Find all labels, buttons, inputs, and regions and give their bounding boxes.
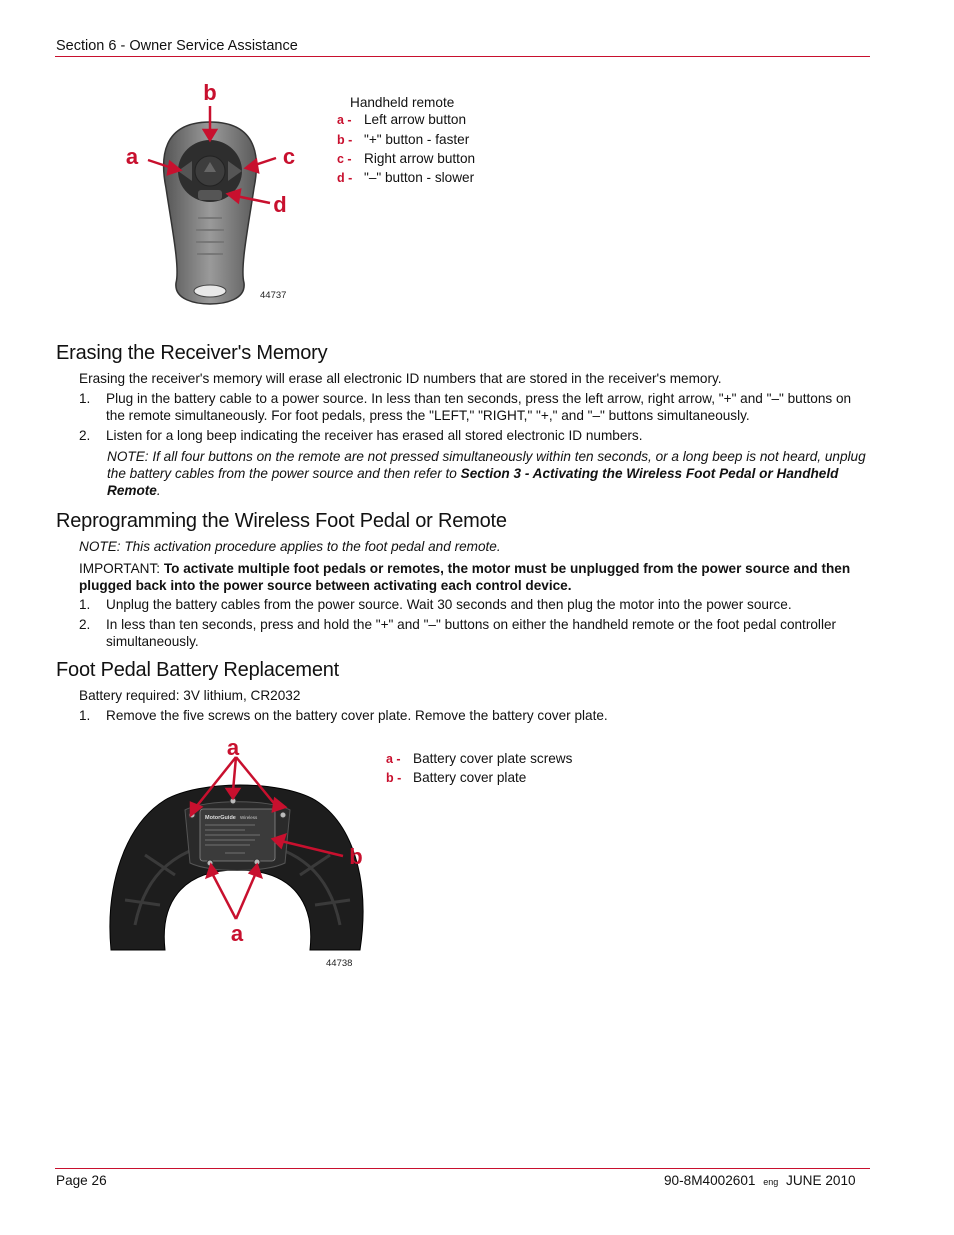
important-label: IMPORTANT: <box>79 561 161 576</box>
important-notice <box>79 560 871 594</box>
doc-number: 90-8M4002601 <box>664 1173 756 1188</box>
step-number: 1. <box>79 597 91 612</box>
section-header: Section 6 - Owner Service Assistance <box>56 38 298 54</box>
erasing-intro: Erasing the receiver's memory will erase all electronic ID numbers that are stored in the receiver's memory. <box>79 371 722 386</box>
callout-row <box>337 131 469 149</box>
erasing-note <box>107 448 871 499</box>
label-a-bottom: a <box>230 921 244 946</box>
step-text: In less than ten seconds, press and hold the "+" and "–" buttons on either the handheld remote or the foot pedal controller simultaneously. <box>106 617 837 649</box>
publication-date: JUNE 2010 <box>786 1173 856 1188</box>
list-item <box>79 390 871 424</box>
step-text: Plug in the battery cable to a power source. In less than ten seconds, press the left arrow, right arrow, "+" and "–" buttons on the remote simultaneously. For foot pedals, press the "LEFT," "RIGHT," "+," and "–" buttons simultaneously. <box>106 391 852 423</box>
note-text: If all four buttons on the remote are not pressed simultaneously within ten seconds, or a long beep is not heard, unplug the battery cables from the power source and then refer to <box>107 449 866 481</box>
callout-key: a - <box>386 752 401 766</box>
step-text: Remove the five screws on the battery cover plate. Remove the battery cover plate. <box>106 708 608 723</box>
important-text: To activate multiple foot pedals or remotes, the motor must be unplugged from the power source and then plugged back into the power source between activating each control device. <box>79 561 851 593</box>
step-number: 1. <box>79 708 91 723</box>
list-item <box>79 596 871 613</box>
note-reference: Section 3 - Activating the Wireless Foot Pedal or Handheld Remote <box>107 466 839 498</box>
callout-key: b - <box>386 771 402 785</box>
callout-row <box>386 769 526 787</box>
language-code: eng <box>763 1177 779 1187</box>
plate-brand-suffix: Wireless <box>240 815 258 820</box>
callout-text: "+" button - faster <box>364 132 470 147</box>
callout-row <box>337 169 474 187</box>
list-item <box>79 616 871 650</box>
list-item <box>79 707 871 724</box>
step-text: Listen for a long beep indicating the receiver has erased all stored electronic ID numbers. <box>106 428 643 443</box>
page-number: Page 26 <box>56 1173 107 1188</box>
callout-text: Battery cover plate <box>413 770 527 785</box>
foot-pedal-illustration <box>105 735 375 960</box>
reprogramming-heading: Reprogramming the Wireless Foot Pedal or Remote <box>56 510 507 532</box>
handheld-remote-illustration <box>110 78 310 308</box>
remote-figure-title: Handheld remote <box>350 95 455 110</box>
callout-text: Left arrow button <box>364 112 467 127</box>
callout-row <box>386 750 572 768</box>
header-rule <box>55 56 870 57</box>
callout-text: "–" button - slower <box>364 170 475 185</box>
label-a: a <box>125 144 139 169</box>
callout-key: c - <box>337 152 352 166</box>
note-end: . <box>156 483 161 498</box>
label-c: c <box>282 144 296 169</box>
callout-key: a - <box>337 113 352 127</box>
callout-text: Right arrow button <box>364 151 476 166</box>
step-number: 2. <box>79 617 91 632</box>
battery-heading: Foot Pedal Battery Replacement <box>56 659 340 681</box>
step-number: 1. <box>79 391 91 406</box>
erasing-heading: Erasing the Receiver's Memory <box>56 342 328 364</box>
step-text: Unplug the battery cables from the power source. Wait 30 seconds and then plug the motor into the power source. <box>106 597 792 612</box>
note-label: NOTE: <box>79 539 121 554</box>
callout-text: Battery cover plate screws <box>413 751 573 766</box>
note-text: This activation procedure applies to the foot pedal and remote. <box>120 539 501 554</box>
callout-key: d - <box>337 171 353 185</box>
step-number: 2. <box>79 428 91 443</box>
footer-meta <box>664 1173 856 1188</box>
footer-rule <box>55 1168 870 1169</box>
plate-brand: MotorGuide <box>205 815 236 821</box>
callout-row <box>337 111 466 129</box>
figure-number: 44738 <box>326 958 353 969</box>
label-b: b <box>349 844 363 869</box>
callout-row <box>337 150 475 168</box>
battery-required: Battery required: 3V lithium, CR2032 <box>79 688 301 703</box>
note-label: NOTE: <box>107 449 149 464</box>
list-item <box>79 427 871 444</box>
reprogramming-note <box>79 538 871 555</box>
label-a-top: a <box>226 735 240 760</box>
label-b: b <box>203 80 217 105</box>
label-d: d <box>273 192 287 217</box>
callout-key: b - <box>337 133 353 147</box>
figure-number: 44737 <box>260 290 287 301</box>
